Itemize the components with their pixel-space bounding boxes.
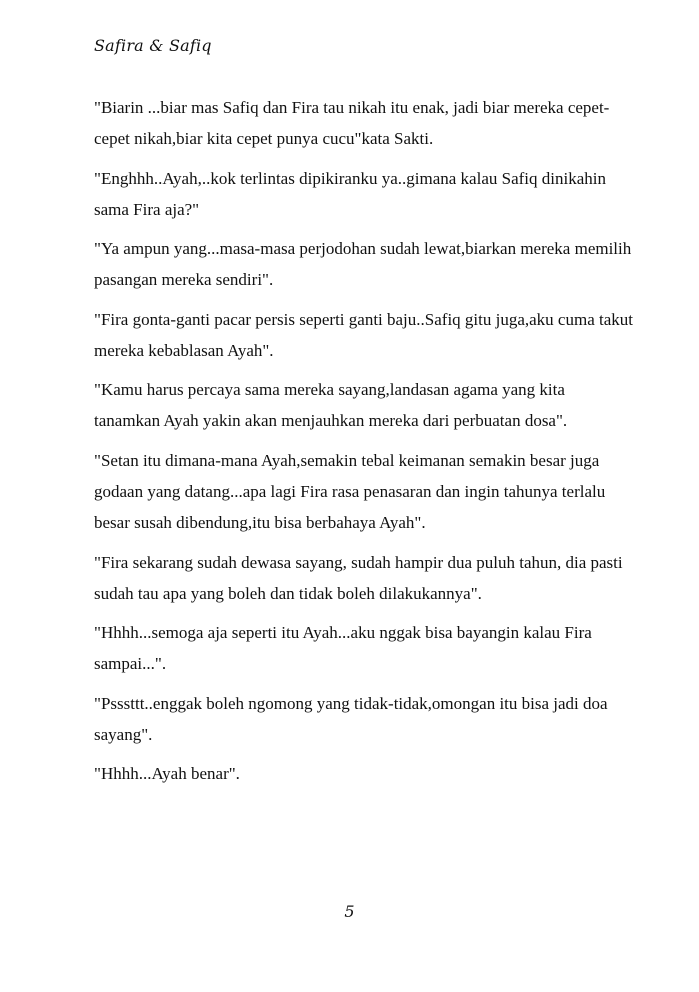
paragraph: "Fira gonta-ganti pacar persis seperti ganti baju..Safiq gitu juga,aku cuma takut mereka kebablasan Ayah". — [94, 309, 633, 360]
paragraph: "Ya ampun yang...masa-masa perjodohan sudah lewat,biarkan mereka memilih pasangan mereka sendiri". — [94, 239, 632, 290]
body-text — [94, 92, 634, 798]
paragraph: "Setan itu dimana-mana Ayah,semakin tebal keimanan semakin besar juga godaan yang datang...apa lagi Fira rasa penasaran dan ingin tahunya terlalu besar susah dibendung,itu bisa berbahaya Ayah". — [94, 450, 606, 532]
paragraph: "Hhhh...Ayah benar". — [94, 764, 240, 784]
paragraph: "Kamu harus percaya sama mereka sayang,landasan agama yang kita tanamkan Ayah yakin akan menjauhkan mereka dari perbuatan dosa". — [94, 380, 568, 431]
paragraph: "Hhhh...semoga aja seperti itu Ayah...aku nggak bisa bayangin kalau Fira sampai...". — [94, 623, 592, 674]
page-number: 5 — [344, 902, 355, 921]
paragraph: "Biarin ...biar mas Safiq dan Fira tau nikah itu enak, jadi biar mereka cepet-cepet nikah,biar kita cepet punya cucu"kata Sakti. — [94, 98, 610, 148]
paragraph: "Fira sekarang sudah dewasa sayang, sudah hampir dua puluh tahun, dia pasti sudah tau apa yang boleh dan tidak boleh dilakukannya". — [94, 552, 623, 603]
running-header: Safira & Safiq — [94, 36, 212, 55]
paragraph: "Psssttt..enggak boleh ngomong yang tidak-tidak,omongan itu bisa jadi doa sayang". — [94, 693, 608, 744]
paragraph: "Enghhh..Ayah,..kok terlintas dipikiranku ya..gimana kalau Safiq dinikahin sama Fira aja?" — [94, 168, 606, 219]
